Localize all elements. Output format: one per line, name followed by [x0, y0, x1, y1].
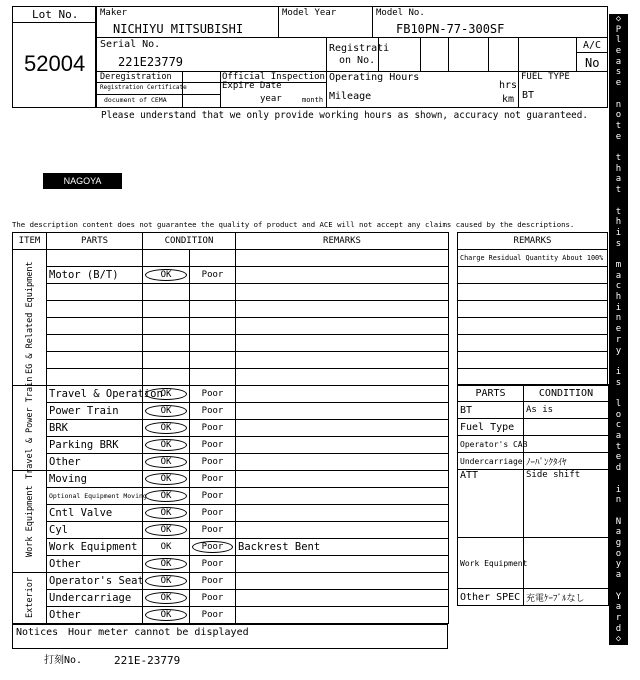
deregistration-label: Deregistration — [100, 72, 172, 82]
selected-condition-circle — [145, 269, 187, 281]
remark-cell — [236, 437, 449, 454]
condition-poor-cell — [190, 284, 236, 301]
side-banner-char: h — [615, 292, 622, 303]
table-row — [13, 301, 449, 318]
remark-cell — [236, 301, 449, 318]
side-banner-char: Y — [615, 591, 622, 602]
remarks-row — [458, 352, 608, 369]
part-name: Optional Equipment Moving — [47, 488, 143, 505]
notices-label: Notices — [16, 627, 59, 638]
selected-condition-circle — [145, 456, 187, 468]
remark-cell — [236, 556, 449, 573]
inspection-label-1: Official Inspection — [222, 72, 325, 82]
maker-value: NICHIYU MITSUBISHI — [113, 22, 244, 36]
registration-label-1: Registrati — [329, 43, 390, 54]
condition-poor-cell — [190, 522, 236, 539]
table-row — [13, 420, 449, 437]
remarks-row-text — [458, 369, 608, 386]
remarks-row — [458, 267, 608, 284]
table-row — [13, 437, 449, 454]
table-row — [13, 607, 449, 624]
table-row — [13, 590, 449, 607]
table-row — [13, 471, 449, 488]
condition-ok-label: OK — [160, 559, 172, 569]
side-banner-char: i — [615, 366, 622, 377]
side-banner-char: m — [615, 259, 622, 270]
condition-ok-cell — [143, 386, 190, 403]
side-part-condition: Side shift — [524, 470, 609, 538]
side-banner-char: r — [615, 334, 622, 345]
side-part-name: BT — [458, 402, 524, 419]
table-row — [13, 369, 449, 386]
side-banner-char: n — [615, 313, 622, 324]
condition-poor-label: Poor — [201, 406, 224, 416]
condition-poor-label: Poor — [201, 542, 224, 552]
side-banner-char: d — [615, 623, 622, 634]
notices-text: Hour meter cannot be displayed — [68, 627, 249, 638]
condition-ok-cell — [143, 522, 190, 539]
condition-ok-cell — [143, 420, 190, 437]
condition-ok-cell — [143, 573, 190, 590]
remarks-row-text — [458, 335, 608, 352]
condition-poor-cell — [190, 250, 236, 267]
side-part-name: Operator's CAB — [458, 436, 524, 453]
condition-ok-cell — [143, 454, 190, 471]
side-banner-char: i — [615, 227, 622, 238]
side-banner-char: y — [615, 345, 622, 356]
condition-ok-cell — [143, 556, 190, 573]
selected-condition-circle — [145, 609, 187, 621]
part-name — [47, 318, 143, 335]
side-banner-char: a — [615, 527, 622, 538]
condition-ok-label: OK — [160, 389, 172, 399]
side-table-row — [458, 453, 609, 470]
side-banner-char: s — [615, 377, 622, 388]
part-name — [47, 284, 143, 301]
side-banner-char: a — [615, 270, 622, 281]
condition-poor-label: Poor — [201, 389, 224, 399]
condition-ok-label: OK — [160, 576, 172, 586]
selected-condition-circle — [145, 524, 187, 536]
condition-ok-cell — [143, 318, 190, 335]
selected-condition-circle — [145, 405, 187, 417]
condition-ok-label: OK — [160, 457, 172, 467]
condition-ok-label: OK — [160, 525, 172, 535]
remarks-row-text — [458, 318, 608, 335]
part-name: BRK — [47, 420, 143, 437]
condition-poor-label: Poor — [201, 508, 224, 518]
condition-table — [12, 232, 449, 624]
table-row — [13, 573, 449, 590]
hrs-label: hrs — [499, 80, 518, 91]
remark-cell — [236, 505, 449, 522]
part-name: Cyl — [47, 522, 143, 539]
part-name — [47, 352, 143, 369]
inspection-label-2: Expire Date — [222, 81, 282, 91]
table-row — [13, 556, 449, 573]
condition-ok-cell — [143, 284, 190, 301]
side-part-condition: 充電ｹｰﾌﾞﾙなし — [524, 589, 609, 606]
remark-cell — [236, 318, 449, 335]
table-row — [13, 335, 449, 352]
condition-ok-cell — [143, 471, 190, 488]
selected-condition-circle — [145, 558, 187, 570]
remarks-row-text — [458, 352, 608, 369]
item-group-cell — [13, 250, 47, 386]
item-group-label: EG & Related Equipment — [25, 261, 35, 374]
condition-header: CONDITION — [143, 233, 236, 250]
lot-label: Lot No. — [32, 8, 79, 21]
part-name — [47, 369, 143, 386]
year-label: year — [260, 94, 282, 104]
side-banner-char: i — [615, 484, 622, 495]
condition-poor-label: Poor — [201, 576, 224, 586]
ac-label: A/C — [583, 40, 602, 51]
condition-poor-label: Poor — [201, 457, 224, 467]
table-row — [13, 403, 449, 420]
ac-value: No — [585, 56, 600, 70]
item-header: ITEM — [13, 233, 47, 250]
part-name: Parking BRK — [47, 437, 143, 454]
condition-ok-label: OK — [160, 406, 172, 416]
table-row — [13, 386, 449, 403]
condition-poor-cell — [190, 318, 236, 335]
side-banner-char: t — [615, 120, 622, 131]
condition-ok-cell — [143, 403, 190, 420]
condition-poor-label: Poor — [201, 474, 224, 484]
stamp-value: 221E-23779 — [114, 654, 181, 667]
side-banner-char: d — [615, 463, 622, 474]
table-row — [13, 318, 449, 335]
side-table-row — [458, 436, 609, 453]
table-row — [13, 284, 449, 301]
side-part-name: ATT — [458, 470, 524, 538]
condition-ok-label: OK — [160, 423, 172, 433]
condition-ok-label: OK — [160, 474, 172, 484]
remark-cell — [236, 488, 449, 505]
remarks-row — [458, 335, 608, 352]
side-table-row — [458, 470, 609, 538]
side-banner-char: a — [615, 602, 622, 613]
selected-condition-circle — [145, 422, 187, 434]
location-text: NAGOYA — [63, 176, 102, 186]
disclaimer: The description content does not guarantee the quality of product and ACE will not accept any claims caused by the descriptions. — [12, 220, 575, 229]
part-name: Other — [47, 454, 143, 471]
maker-label: Maker — [100, 8, 128, 18]
side-part-name: Fuel Type — [458, 419, 524, 436]
side-table-row — [458, 402, 609, 419]
condition-poor-cell — [190, 454, 236, 471]
part-name: Operator's Seat — [47, 573, 143, 590]
side-banner-char: e — [615, 452, 622, 463]
side-banner-char: t — [615, 206, 622, 217]
condition-ok-cell — [143, 488, 190, 505]
remarks-row — [458, 284, 608, 301]
remark-cell — [236, 352, 449, 369]
side-table-row — [458, 538, 609, 589]
remark-cell — [236, 335, 449, 352]
side-table-row — [458, 419, 609, 436]
condition-poor-cell — [190, 335, 236, 352]
table-row — [13, 352, 449, 369]
remarks-row — [458, 318, 608, 335]
side-banner-char: P — [615, 24, 622, 35]
serial-label: Serial No. — [100, 39, 161, 50]
parts-condition-table — [457, 384, 609, 606]
side-part-condition: As is — [524, 402, 609, 419]
remarks-table-header: REMARKS — [458, 233, 608, 250]
side-banner-char: h — [615, 163, 622, 174]
condition-poor-label: Poor — [201, 559, 224, 569]
selected-condition-circle — [145, 473, 187, 485]
remarks-row-text: Charge Residual Quantity About 100% — [458, 250, 608, 267]
condition-poor-cell — [190, 369, 236, 386]
condition-poor-label: Poor — [201, 610, 224, 620]
item-group-cell — [13, 376, 47, 480]
side-part-condition — [524, 419, 609, 436]
remark-cell — [236, 250, 449, 267]
model-no-label: Model No. — [376, 8, 425, 18]
condition-poor-cell — [190, 386, 236, 403]
condition-poor-cell — [190, 420, 236, 437]
item-group-cell — [13, 471, 47, 573]
side-banner-char: n — [615, 495, 622, 506]
condition-ok-cell — [143, 335, 190, 352]
part-name — [47, 301, 143, 318]
condition-ok-label: OK — [160, 508, 172, 518]
side-part-name: Undercarriage — [458, 453, 524, 470]
side-banner-char: o — [615, 548, 622, 559]
side-banner-char: s — [615, 238, 622, 249]
table-row — [13, 488, 449, 505]
side-banner-char: a — [615, 56, 622, 67]
remarks-row — [458, 369, 608, 386]
side-banner-char: n — [615, 99, 622, 110]
condition-poor-label: Poor — [201, 270, 224, 280]
condition-poor-cell — [190, 301, 236, 318]
condition-poor-cell — [190, 607, 236, 624]
side-banner-char: l — [615, 399, 622, 410]
condition-poor-label: Poor — [201, 593, 224, 603]
condition-poor-cell — [190, 352, 236, 369]
remarks-row-text — [458, 267, 608, 284]
mileage-label: Mileage — [329, 91, 372, 102]
serial-value: 221E23779 — [118, 55, 184, 69]
side-banner-char: a — [615, 174, 622, 185]
model-no-value: FB10PN-77-300SF — [396, 22, 505, 36]
condition-poor-label: Poor — [201, 525, 224, 535]
condition-poor-cell — [190, 590, 236, 607]
side-banner-char: y — [615, 559, 622, 570]
side-banner-char: e — [615, 46, 622, 57]
side-banner-char: o — [615, 409, 622, 420]
condition-ok-label: OK — [160, 610, 172, 620]
table-row — [13, 539, 449, 556]
remark-cell — [236, 454, 449, 471]
fuel-type-value: BT — [522, 90, 535, 101]
location-badge — [43, 173, 122, 189]
side-banner-char: t — [615, 441, 622, 452]
selected-condition-circle — [145, 490, 187, 502]
part-name: Motor (B/T) — [47, 267, 143, 284]
selected-condition-circle — [145, 575, 187, 587]
part-name: Moving — [47, 471, 143, 488]
condition-poor-label: Poor — [201, 491, 224, 501]
selected-condition-circle — [192, 541, 233, 553]
side-part-condition — [524, 436, 609, 453]
condition-poor-cell — [190, 556, 236, 573]
condition-ok-cell — [143, 301, 190, 318]
condition-poor-cell — [190, 505, 236, 522]
remarks-row-text — [458, 284, 608, 301]
remarks-table — [457, 232, 608, 386]
remark-cell — [236, 590, 449, 607]
remark-cell — [236, 471, 449, 488]
side-banner-char: g — [615, 538, 622, 549]
condition-ok-cell — [143, 505, 190, 522]
registration-certificate-label: Registration Certificate — [100, 84, 187, 91]
item-group-cell — [13, 573, 47, 624]
table-row — [13, 250, 449, 267]
side-banner-char: h — [615, 217, 622, 228]
selected-condition-circle — [145, 388, 187, 400]
part-name: Other — [47, 607, 143, 624]
part-name: Cntl Valve — [47, 505, 143, 522]
part-name — [47, 250, 143, 267]
side-banner-char: i — [615, 302, 622, 313]
condition-ok-cell — [143, 539, 190, 556]
condition-ok-label: OK — [160, 542, 172, 552]
remark-cell — [236, 573, 449, 590]
remark-cell — [236, 607, 449, 624]
side-banner-char: t — [615, 185, 622, 196]
side-banner-char: a — [615, 431, 622, 442]
remark-cell — [236, 369, 449, 386]
side-banner-char: c — [615, 420, 622, 431]
side-part-name: Work Equipment — [458, 538, 524, 589]
part-name: Travel & Operation — [47, 386, 143, 403]
remarks-row — [458, 301, 608, 318]
table-row — [13, 522, 449, 539]
remarks-row-text — [458, 301, 608, 318]
condition-poor-cell — [190, 471, 236, 488]
side-table-row — [458, 589, 609, 606]
side-banner — [609, 14, 628, 645]
condition-ok-label: OK — [160, 491, 172, 501]
side-banner-char: e — [615, 131, 622, 142]
table-row — [13, 267, 449, 284]
condition-poor-cell — [190, 437, 236, 454]
side-banner-char: ◇ — [615, 14, 622, 24]
condition-ok-cell — [143, 267, 190, 284]
side-banner-char: e — [615, 324, 622, 335]
part-name: Other — [47, 556, 143, 573]
condition-ok-cell — [143, 607, 190, 624]
condition-poor-cell — [190, 573, 236, 590]
side-banner-char: r — [615, 612, 622, 623]
month-label: month — [302, 96, 324, 104]
item-group-label: Exterior — [25, 577, 35, 619]
cema-document-label: document of CEMA — [104, 96, 167, 104]
side-banner-char: a — [615, 570, 622, 581]
side-condition-header: CONDITION — [524, 385, 609, 402]
side-part-name: Other SPEC — [458, 589, 524, 606]
table-row — [13, 505, 449, 522]
item-group-label: Travel & Power Train — [25, 376, 35, 480]
selected-condition-circle — [145, 507, 187, 519]
condition-poor-cell — [190, 403, 236, 420]
side-parts-header: PARTS — [458, 385, 524, 402]
condition-poor-label: Poor — [201, 423, 224, 433]
hours-notice: Please understand that we only provide working hours as shown, accuracy not guaranteed. — [101, 110, 588, 121]
model-year-label: Model Year — [282, 8, 337, 18]
remarks-row — [458, 250, 608, 267]
condition-ok-cell — [143, 369, 190, 386]
part-name: Work Equipment — [47, 539, 143, 556]
part-name: Undercarriage — [47, 590, 143, 607]
lot-number: 52004 — [24, 51, 86, 76]
remarks-header: REMARKS — [236, 233, 449, 250]
side-banner-char: c — [615, 281, 622, 292]
registration-label-2: on No. — [339, 55, 376, 66]
condition-ok-label: OK — [160, 593, 172, 603]
side-banner-char: l — [615, 35, 622, 46]
remark-cell — [236, 284, 449, 301]
part-name: Power Train — [47, 403, 143, 420]
side-banner-char: s — [615, 67, 622, 78]
remark-cell — [236, 267, 449, 284]
fuel-type-label: FUEL TYPE — [521, 72, 570, 82]
stamp-label: 打刻No. — [44, 655, 83, 666]
condition-ok-cell — [143, 590, 190, 607]
condition-ok-cell — [143, 250, 190, 267]
side-banner-char: t — [615, 153, 622, 164]
condition-ok-cell — [143, 352, 190, 369]
condition-ok-label: OK — [160, 440, 172, 450]
parts-header: PARTS — [47, 233, 143, 250]
side-banner-char: e — [615, 78, 622, 89]
table-row — [13, 454, 449, 471]
remark-cell — [236, 403, 449, 420]
operating-hours-label: Operating Hours — [329, 72, 420, 83]
side-banner-char: N — [615, 516, 622, 527]
side-part-condition: ﾉｰﾊﾟﾝｸﾀｲﾔ — [524, 453, 609, 470]
item-group-label: Work Equipment — [25, 485, 35, 558]
condition-poor-cell — [190, 267, 236, 284]
selected-condition-circle — [145, 592, 187, 604]
remark-cell — [236, 522, 449, 539]
condition-poor-label: Poor — [201, 440, 224, 450]
selected-condition-circle — [145, 439, 187, 451]
remark-cell: Backrest Bent — [236, 539, 449, 556]
condition-poor-cell — [190, 539, 236, 556]
condition-poor-cell — [190, 488, 236, 505]
condition-ok-cell — [143, 437, 190, 454]
side-part-condition — [524, 538, 609, 589]
km-label: km — [502, 94, 515, 105]
part-name — [47, 335, 143, 352]
side-banner-char: ◇ — [615, 634, 622, 645]
remark-cell — [236, 386, 449, 403]
remark-cell — [236, 420, 449, 437]
side-banner-char: o — [615, 110, 622, 121]
condition-ok-label: OK — [160, 270, 172, 280]
